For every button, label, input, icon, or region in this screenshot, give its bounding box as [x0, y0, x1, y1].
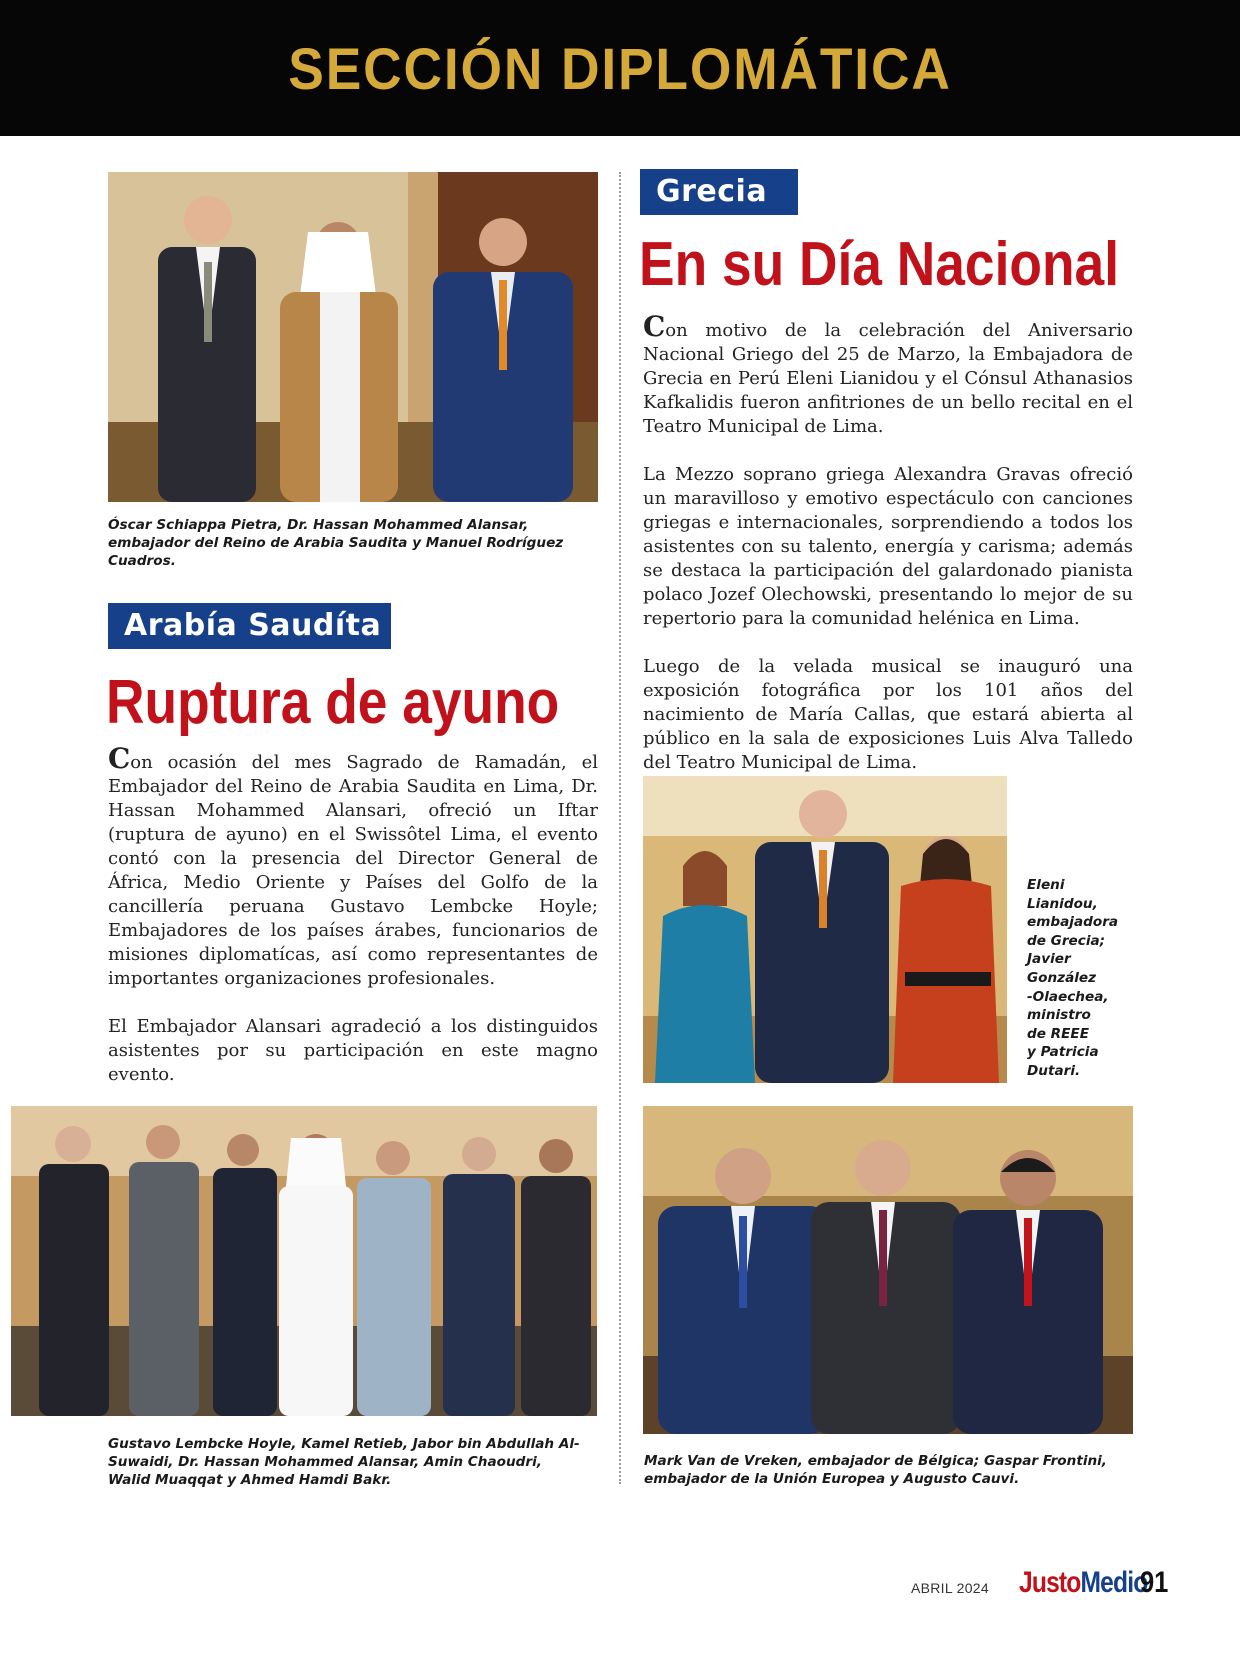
page-number: 91	[1140, 1566, 1169, 1599]
photo-caption-saudi-trio: Óscar Schiappa Pietra, Dr. Hassan Mohammed Alansar, embajador del Reino de Arabia Saudita y Manuel Rodríguez Cuadros.	[108, 517, 564, 569]
photo-ambassadors-trio	[643, 1106, 1133, 1434]
article-paragraph: Con motivo de la celebración del Aniversario Nacional Griego del 25 de Marzo, la Embajadora de Grecia en Perú Eleni Lianidou y el Cónsul Athanasios Kafkalidis fueron anfitriones de un bello recital en el Teatro Municipal de Lima.	[643, 310, 1133, 437]
section-title: SECCIÓN DIPLOMÁTICA	[288, 37, 952, 102]
headline-greece: En su Día Nacional	[639, 230, 1120, 299]
photo-iftar-group	[11, 1106, 597, 1416]
photo-greek-trio	[643, 776, 1007, 1083]
article-body-greece	[643, 310, 1133, 775]
section-tag-saudi-arabia: Arabía Saudíta	[108, 603, 391, 649]
article-body-saudi-arabia	[108, 742, 598, 1087]
photo-caption-iftar-group: Gustavo Lembcke Hoyle, Kamel Retieb, Jabor bin Abdullah Al-Suwaidi, Dr. Hassan Mohammed Alansar, Amin Chaoudri, Walid Muaqqat y Ahmed Hamdi Bakr.	[108, 1436, 580, 1488]
brand-logo: JustoMedio	[1019, 1566, 1148, 1599]
photo-caption-greek-trio: Eleni Lianidou, embajadora de Grecia; Javier González -Olaechea, ministro de REEE y Patricia Dutari.	[1027, 877, 1119, 1079]
article-paragraph: Con ocasión del mes Sagrado de Ramadán, el Embajador del Reino de Arabia Saudita en Lima, Dr. Hassan Mohammed Alansari, ofreció un Iftar (ruptura de ayuno) en el Swissôtel Lima, el evento contó con la presencia del Director General de África, Medio Oriente y Países del Golfo de la cancillería peruana Gustavo Lembcke Hoyle; Embajadores de los países árabes, funcionarios de misiones diplomatícas, así como representantes de importantes organizaciones profesionales.	[108, 742, 598, 989]
section-tag-greece: Grecia	[640, 169, 798, 215]
drop-cap: C	[108, 742, 131, 775]
photo-caption-ambassadors-trio: Mark Van de Vreken, embajador de Bélgica; Gaspar Frontini, embajador de la Unión Europea y Augusto Cauvi.	[644, 1453, 1107, 1487]
column-divider	[619, 172, 621, 1484]
section-header	[0, 0, 1240, 136]
drop-cap: C	[643, 310, 666, 343]
headline-saudi-arabia: Ruptura de ayuno	[106, 668, 560, 737]
article-paragraph: Luego de la velada musical se inauguró una exposición fotográfica por los 101 años del nacimiento de María Callas, que estará abierta al público en la sala de exposiciones Luis Alva Talledo del Teatro Municipal de Lima.	[643, 656, 1133, 773]
issue-date: ABRIL 2024	[911, 1580, 989, 1596]
photo-saudi-trio	[108, 172, 598, 502]
article-paragraph: El Embajador Alansari agradeció a los distinguidos asistentes por su participación en este magno evento.	[108, 1016, 598, 1085]
article-paragraph: La Mezzo soprano griega Alexandra Gravas ofreció un maravilloso y emotivo espectáculo con canciones griegas e internacionales, sorprendiendo a todos los asistentes con su talento, energía y carisma; además se destaca la participación del galardonado pianista polaco Jozef Olechowski, presentando lo mejor de su repertorio para la comunidad helénica en Lima.	[643, 464, 1133, 629]
